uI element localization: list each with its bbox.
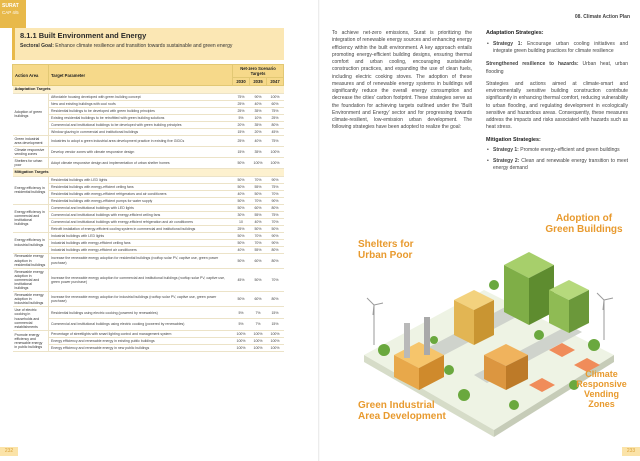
table-row <box>13 239 284 246</box>
target-value-cell: 10 <box>233 218 250 225</box>
goal-label: Sectoral Goal: <box>20 43 54 49</box>
table-row <box>13 344 284 351</box>
target-value-cell: 60% <box>267 100 284 107</box>
label-vending: Climate Responsive Vending Zones <box>576 369 627 409</box>
table-group-row <box>13 86 284 94</box>
label-shelters: Shelters for Urban Poor <box>358 239 414 261</box>
table-row <box>13 268 284 292</box>
target-value-cell: 80% <box>267 121 284 128</box>
section-header <box>12 28 284 60</box>
chapter-tab <box>0 0 26 28</box>
target-value-cell: 70% <box>267 190 284 197</box>
table-row <box>13 204 284 211</box>
table-row <box>13 253 284 268</box>
table-row <box>13 93 284 100</box>
table-row <box>13 211 284 218</box>
action-area-cell: Energy efficiency in commercial and institutional buildings <box>13 204 49 232</box>
target-value-cell: 15% <box>233 128 250 135</box>
table-row <box>13 307 284 319</box>
target-value-cell: 45% <box>267 128 284 135</box>
intro-paragraph: To achieve net-zero emissions, Surat is prioritizing the integration of renewable energy sources and enhancing energy efficiency within the built environment. A key approach entails promoting energy-efficient building designs, ensuring thermal comfort and urban cooling, encouraging sustainable construction practices, and expanding the use of clean fuels, including electric cooking stoves. The adoption of these measures and of renewable energy systems in buildings will significantly reduce the overall energy consumption and decrease the cities' carbon footprint. These strategies serve as the foundation for achieving targets outlined under the 'Built Environment and Energy' sector and for progressing towards climate-resilient, low-emission urban development. The following strategies have been adopted to realize the goal: <box>332 30 472 131</box>
target-value-cell: 50% <box>233 292 250 307</box>
action-area-cell: Energy efficiency in industrial buildings <box>13 232 49 253</box>
target-parameter-cell: Industrial buildings with LED lights <box>49 232 233 239</box>
target-value-cell: 75% <box>233 93 250 100</box>
target-parameter-cell: Commercial and institutional buildings with energy-efficient refrigeration and air conditioners <box>49 218 233 225</box>
target-value-cell: 100% <box>267 344 284 351</box>
target-value-cell: 50% <box>233 157 250 168</box>
target-parameter-cell: Energy efficiency and renewable energy in new public buildings <box>49 344 233 351</box>
action-area-cell: Green industrial area development <box>13 135 49 146</box>
target-value-cell: 40% <box>250 135 267 146</box>
col-year: 2047 <box>267 78 284 86</box>
resilience-heading: Strengthened resilience to hazards: <box>486 61 579 68</box>
action-area-cell: Shelters for urban poor <box>13 157 49 168</box>
strategy-lead: Strategy 1: <box>493 40 523 47</box>
right-page <box>320 0 640 461</box>
target-value-cell: 35% <box>250 146 267 157</box>
target-value-cell: 50% <box>233 239 250 246</box>
group-heading: Mitigation Targets <box>13 168 284 176</box>
target-value-cell: 70% <box>250 239 267 246</box>
target-parameter-cell: Existing residential buildings to be retrofitted with green building solutions <box>49 114 233 121</box>
target-value-cell: 100% <box>250 157 267 168</box>
intro-column <box>332 30 472 132</box>
target-parameter-cell: Residential buildings with energy-efficient pumps for water supply <box>49 197 233 204</box>
target-parameter-cell: Energy efficiency and renewable energy in existing public buildings <box>49 337 233 344</box>
table-row <box>13 176 284 183</box>
target-value-cell: 100% <box>267 330 284 337</box>
resilience-line <box>486 61 628 76</box>
target-value-cell: 5% <box>233 114 250 121</box>
table-row <box>13 128 284 135</box>
target-value-cell: 80% <box>267 292 284 307</box>
target-value-cell: 15% <box>267 319 284 331</box>
target-value-cell: 100% <box>233 344 250 351</box>
target-value-cell: 70% <box>267 268 284 292</box>
target-value-cell: 25% <box>233 107 250 114</box>
target-parameter-cell: Retrofit installation of energy-efficient cooling system in commercial and institutional buildings <box>49 225 233 232</box>
list-item <box>486 158 628 173</box>
action-area-cell: Use of electric cooking in households and commercial establishments <box>13 307 49 331</box>
target-parameter-cell: Residential buildings with energy-efficient refrigerators and air conditioners <box>49 190 233 197</box>
target-value-cell: 25% <box>233 135 250 146</box>
target-value-cell: 60% <box>250 253 267 268</box>
target-value-cell: 5% <box>233 319 250 331</box>
adaptation-list <box>486 41 628 56</box>
target-value-cell: 35% <box>250 107 267 114</box>
chapter-tab-subtitle: CAP 4/5 <box>2 10 19 15</box>
target-value-cell: 40% <box>250 100 267 107</box>
target-value-cell: 70% <box>250 176 267 183</box>
page-number-right: 233 <box>622 447 640 456</box>
action-area-cell: Promote energy efficiency and renewable energy in public buildings <box>13 330 49 351</box>
section-title: 8.1.1 Built Environment and Energy <box>20 31 147 40</box>
target-value-cell: 55% <box>250 246 267 253</box>
target-value-cell: 90% <box>267 197 284 204</box>
target-value-cell: 25% <box>233 100 250 107</box>
table-row <box>13 146 284 157</box>
target-parameter-cell: Increase the renewable energy adoption for residential buildings (rooftop solar PV, captive use, green power purchase) <box>49 253 233 268</box>
table-row <box>13 135 284 146</box>
strategy-lead: Strategy 2: <box>493 157 520 164</box>
target-value-cell: 100% <box>267 93 284 100</box>
table-row <box>13 319 284 331</box>
list-item <box>486 41 628 56</box>
target-value-cell: 100% <box>250 330 267 337</box>
target-value-cell: 45% <box>233 268 250 292</box>
target-value-cell: 75% <box>267 211 284 218</box>
target-parameter-cell: Commercial and institutional buildings with LED lights <box>49 204 233 211</box>
col-year: 2030 <box>233 78 250 86</box>
target-parameter-cell: Increase the renewable energy adoption for industrial buildings (rooftop solar PV, captive use, green power purchase) <box>49 292 233 307</box>
strategy-text: Promote energy-efficient and green buildings <box>518 147 620 154</box>
targets-table <box>12 64 284 352</box>
table-row <box>13 183 284 190</box>
table-row <box>13 100 284 107</box>
target-value-cell: 50% <box>233 197 250 204</box>
table-row <box>13 157 284 168</box>
target-parameter-cell: Residential buildings to be developed with green building principles <box>49 107 233 114</box>
target-value-cell: 40% <box>233 246 250 253</box>
table-row <box>13 218 284 225</box>
target-value-cell: 100% <box>233 337 250 344</box>
table-row <box>13 330 284 337</box>
target-value-cell: 50% <box>250 225 267 232</box>
city-illustration <box>334 205 626 445</box>
page-number-left: 232 <box>0 447 18 456</box>
action-area-cell: Renewable energy adoption in commercial and institutional buildings <box>13 268 49 292</box>
target-value-cell: 40% <box>250 218 267 225</box>
target-value-cell: 50% <box>250 268 267 292</box>
target-parameter-cell: Develop vendor zones with climate responsive design <box>49 146 233 157</box>
group-heading: Adaptation Targets <box>13 86 284 94</box>
target-parameter-cell: Residential buildings using electric cooking (powered by renewables) <box>49 307 233 319</box>
target-value-cell: 60% <box>250 292 267 307</box>
target-value-cell: 70% <box>267 218 284 225</box>
target-value-cell: 15% <box>267 307 284 319</box>
target-value-cell: 90% <box>267 176 284 183</box>
col-action-area: Action Area <box>13 65 49 86</box>
strategy-lead: Strategy 1: <box>493 147 519 154</box>
target-parameter-cell: Affordable housing developed with green building concept <box>49 93 233 100</box>
target-parameter-cell: Commercial and institutional buildings to be developed with green building principles <box>49 121 233 128</box>
target-value-cell: 50% <box>233 204 250 211</box>
table-row <box>13 246 284 253</box>
target-parameter-cell: Residential buildings with energy-efficient ceiling fans <box>49 183 233 190</box>
strategy-text: Clean and renewable energy transition to meet energy demand <box>493 157 628 171</box>
target-value-cell: 20% <box>233 121 250 128</box>
target-value-cell: 50% <box>233 232 250 239</box>
action-area-cell: Renewable energy adoption in residential buildings <box>13 253 49 268</box>
running-header: 08. Climate Action Plan <box>574 14 630 20</box>
target-value-cell: 100% <box>267 157 284 168</box>
target-parameter-cell: Industries to adopt a green industrial area development practice in existing five GIDCs <box>49 135 233 146</box>
target-parameter-cell: Percentage of streetlights with smart lighting control and management system <box>49 330 233 337</box>
target-value-cell: 25% <box>267 114 284 121</box>
target-value-cell: 40% <box>233 190 250 197</box>
list-item <box>486 147 628 154</box>
target-value-cell: 75% <box>267 107 284 114</box>
target-value-cell: 50% <box>250 190 267 197</box>
target-value-cell: 75% <box>267 183 284 190</box>
target-value-cell: 80% <box>267 246 284 253</box>
goal-text: Enhance climate resilience and transition towards sustainable and green energy <box>55 43 233 49</box>
target-value-cell: 100% <box>267 146 284 157</box>
label-industrial: Green Industrial Area Development <box>358 400 446 422</box>
table-row <box>13 337 284 344</box>
target-value-cell: 75% <box>267 135 284 146</box>
target-value-cell: 70% <box>250 232 267 239</box>
target-value-cell: 100% <box>250 344 267 351</box>
table-row <box>13 197 284 204</box>
target-parameter-cell: New and existing buildings with cool roofs <box>49 100 233 107</box>
target-value-cell: 80% <box>267 253 284 268</box>
target-value-cell: 80% <box>267 204 284 211</box>
table-row <box>13 292 284 307</box>
table-row <box>13 190 284 197</box>
target-value-cell: 7% <box>250 319 267 331</box>
target-value-cell: 90% <box>250 93 267 100</box>
col-year: 2035 <box>250 78 267 86</box>
table-row <box>13 232 284 239</box>
resilience-text: Urban heat, urban flooding <box>486 61 628 75</box>
target-value-cell: 55% <box>250 211 267 218</box>
target-value-cell: 100% <box>250 337 267 344</box>
target-parameter-cell: Industrial buildings with energy-efficient ceiling fans <box>49 239 233 246</box>
table-row <box>13 121 284 128</box>
target-value-cell: 90% <box>267 239 284 246</box>
target-value-cell: 20% <box>250 128 267 135</box>
strategies-column <box>486 30 628 178</box>
target-value-cell: 25% <box>233 225 250 232</box>
target-parameter-cell: Residential buildings with LED lights <box>49 176 233 183</box>
target-value-cell: 60% <box>250 204 267 211</box>
target-parameter-cell: Adopt climate responsive design and implementation of urban shelter homes <box>49 157 233 168</box>
table-row <box>13 225 284 232</box>
target-value-cell: 55% <box>250 183 267 190</box>
target-parameter-cell: Industrial buildings with energy-efficient air conditioners <box>49 246 233 253</box>
strategy-text: Encourage urban cooling initiatives and integrate green building practices for climate resilience <box>493 40 629 55</box>
target-value-cell: 50% <box>233 183 250 190</box>
mitigation-heading: Mitigation Strategies: <box>486 136 541 143</box>
target-parameter-cell: Increase the renewable energy adoption for commercial and institutional buildings (rooftop solar PV, captive use, green power purchase) <box>49 268 233 292</box>
col-target-parameter: Target Parameter <box>49 65 233 86</box>
target-value-cell: 15% <box>233 146 250 157</box>
target-parameter-cell: Commercial and institutional buildings with energy-efficient ceiling fans <box>49 211 233 218</box>
action-area-cell: Adoption of green buildings <box>13 93 49 135</box>
target-value-cell: 7% <box>250 307 267 319</box>
target-value-cell: 5% <box>233 307 250 319</box>
sectoral-goal <box>20 43 279 50</box>
adaptation-heading: Adaptation Strategies: <box>486 30 544 36</box>
col-net-zero: Net-zero Scenario Targets <box>233 65 284 78</box>
target-value-cell: 70% <box>250 197 267 204</box>
target-parameter-cell: Commercial and institutional buildings using electric cooking (powered by renewables) <box>49 319 233 331</box>
label-green-buildings: Adoption of Green Buildings <box>545 213 623 235</box>
chapter-tab-title: SURAT <box>2 3 19 9</box>
mitigation-list <box>486 147 628 172</box>
target-parameter-cell: Window glazing in commercial and institutional buildings <box>49 128 233 135</box>
strategies-paragraph: Strategies and actions aimed at climate-smart and environmentally sensitive building construction contribute significantly in enhancing thermal comfort, reducing vulnerability to urban flooding, and regulating development in ecologically sensitive and hazardous areas. Consequently, these measures address the impacts and risks associated with hazards such as heat stress. <box>486 80 628 131</box>
table-row <box>13 107 284 114</box>
table-row <box>13 114 284 121</box>
target-value-cell: 90% <box>267 232 284 239</box>
action-area-cell: Energy efficiency in residential buildings <box>13 176 49 204</box>
target-value-cell: 100% <box>233 330 250 337</box>
target-value-cell: 10% <box>250 114 267 121</box>
target-value-cell: 50% <box>233 176 250 183</box>
table-group-row <box>13 168 284 176</box>
target-value-cell: 50% <box>267 225 284 232</box>
target-value-cell: 100% <box>267 337 284 344</box>
action-area-cell: Climate responsive vending zones <box>13 146 49 157</box>
action-area-cell: Renewable energy adoption in industrial buildings <box>13 292 49 307</box>
target-value-cell: 30% <box>233 211 250 218</box>
target-value-cell: 50% <box>233 253 250 268</box>
target-value-cell: 35% <box>250 121 267 128</box>
